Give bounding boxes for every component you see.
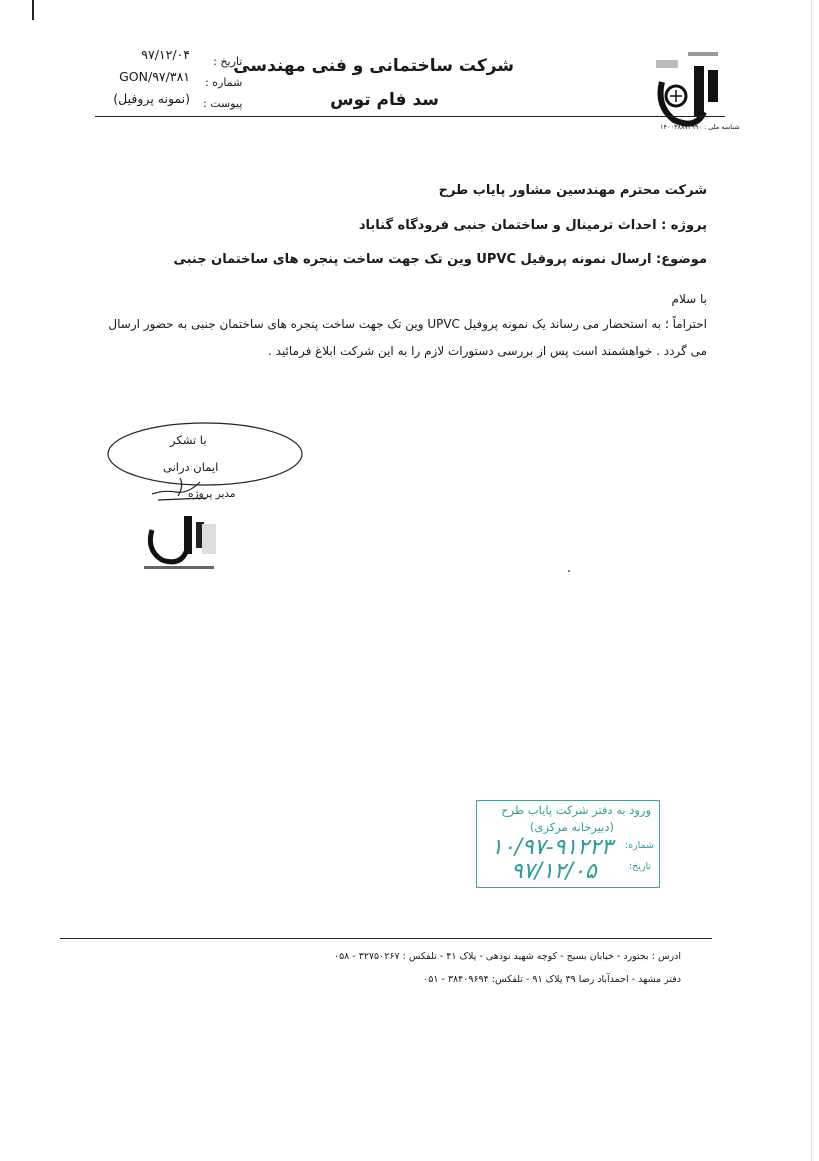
number-label: شماره : [205, 76, 243, 89]
date-value: ۹۷/۱۲/۰۴ [141, 47, 190, 62]
letter-paragraph-line-1: احتراماً ؛ به استحضار می رساند یک نمونه پروفیل UPVC وین تک جهت ساخت پنجره های ساختمان جنبی به حضور ارسال [108, 317, 707, 331]
date-label: تاریخ : [213, 55, 243, 68]
company-name: شرکت ساختمانی و فنی مهندسی [233, 56, 514, 76]
stamp-date-value: ۹۷/۱۲/۰۵ [511, 859, 597, 884]
company-subname: سد فام توس [330, 90, 439, 110]
letter-subject: موضوع: ارسال نمونه پروفیل UPVC وین تک جهت ساخت پنجره های ساختمان جنبی [173, 252, 707, 267]
company-stamp-logo-icon [140, 510, 220, 575]
letter-project: پروژه : احداث ترمینال و ساختمان جنبی فرودگاه گناباد [358, 218, 707, 233]
signature-role: مدیر پروژه [188, 488, 236, 500]
letter-meta-values [100, 44, 190, 110]
handwritten-signature [150, 470, 210, 502]
signature-name: ایمان درانی [163, 460, 219, 474]
stamp-title: ورود به دفتر شرکت پایاب طرح [501, 803, 651, 817]
scan-right-edge [811, 0, 812, 1161]
logo-caption: شناسه ملی : ۱۴۰۰۳۸۸۷۳۹۹۰ [660, 123, 740, 131]
letter-recipient: شرکت محترم مهندسین مشاور پایاب طرح [438, 183, 707, 198]
footer-address: ادرس : بجنورد - خیابان بسیج - کوچه شهید نودهی - پلاک ۴۱ - تلفکس : ۳۲۷۵۰۲۶۷ - ۰۵۸ [333, 951, 681, 962]
letter-salutation: با سلام [671, 292, 707, 306]
receipt-stamp [476, 800, 660, 888]
footer-office: دفتر مشهد - احمدآباد رضا ۳۹ پلاک ۹۱ - تلفکس: ۳۸۴۰۹۶۹۴ - ۰۵۱ [423, 974, 681, 985]
stamp-subtitle: (دبیرخانه مرکزی) [529, 820, 614, 834]
attachment-label: پیوست : [203, 97, 243, 110]
letter-meta-labels [203, 51, 242, 114]
footer-divider [60, 938, 712, 939]
letter-paragraph-line-2: می گردد . خواهشمند است پس از بررسی دستورات لازم را به این شرکت ابلاغ فرمائید . [268, 344, 707, 358]
header-divider [95, 116, 725, 117]
scan-speck [568, 570, 570, 572]
number-value: GON/۹۷/۳۸۱ [119, 69, 190, 84]
scan-edge-mark [32, 0, 34, 20]
stamp-number-value: ۱۰/۹۷-۹۱۲۲۳ [491, 835, 613, 860]
signature-thanks: با تشکر [170, 433, 207, 447]
stamp-number-label: شماره: [624, 840, 654, 851]
stamp-date-label: تاریخ: [628, 861, 651, 872]
attachment-value: (نمونه پروفیل) [113, 91, 190, 106]
